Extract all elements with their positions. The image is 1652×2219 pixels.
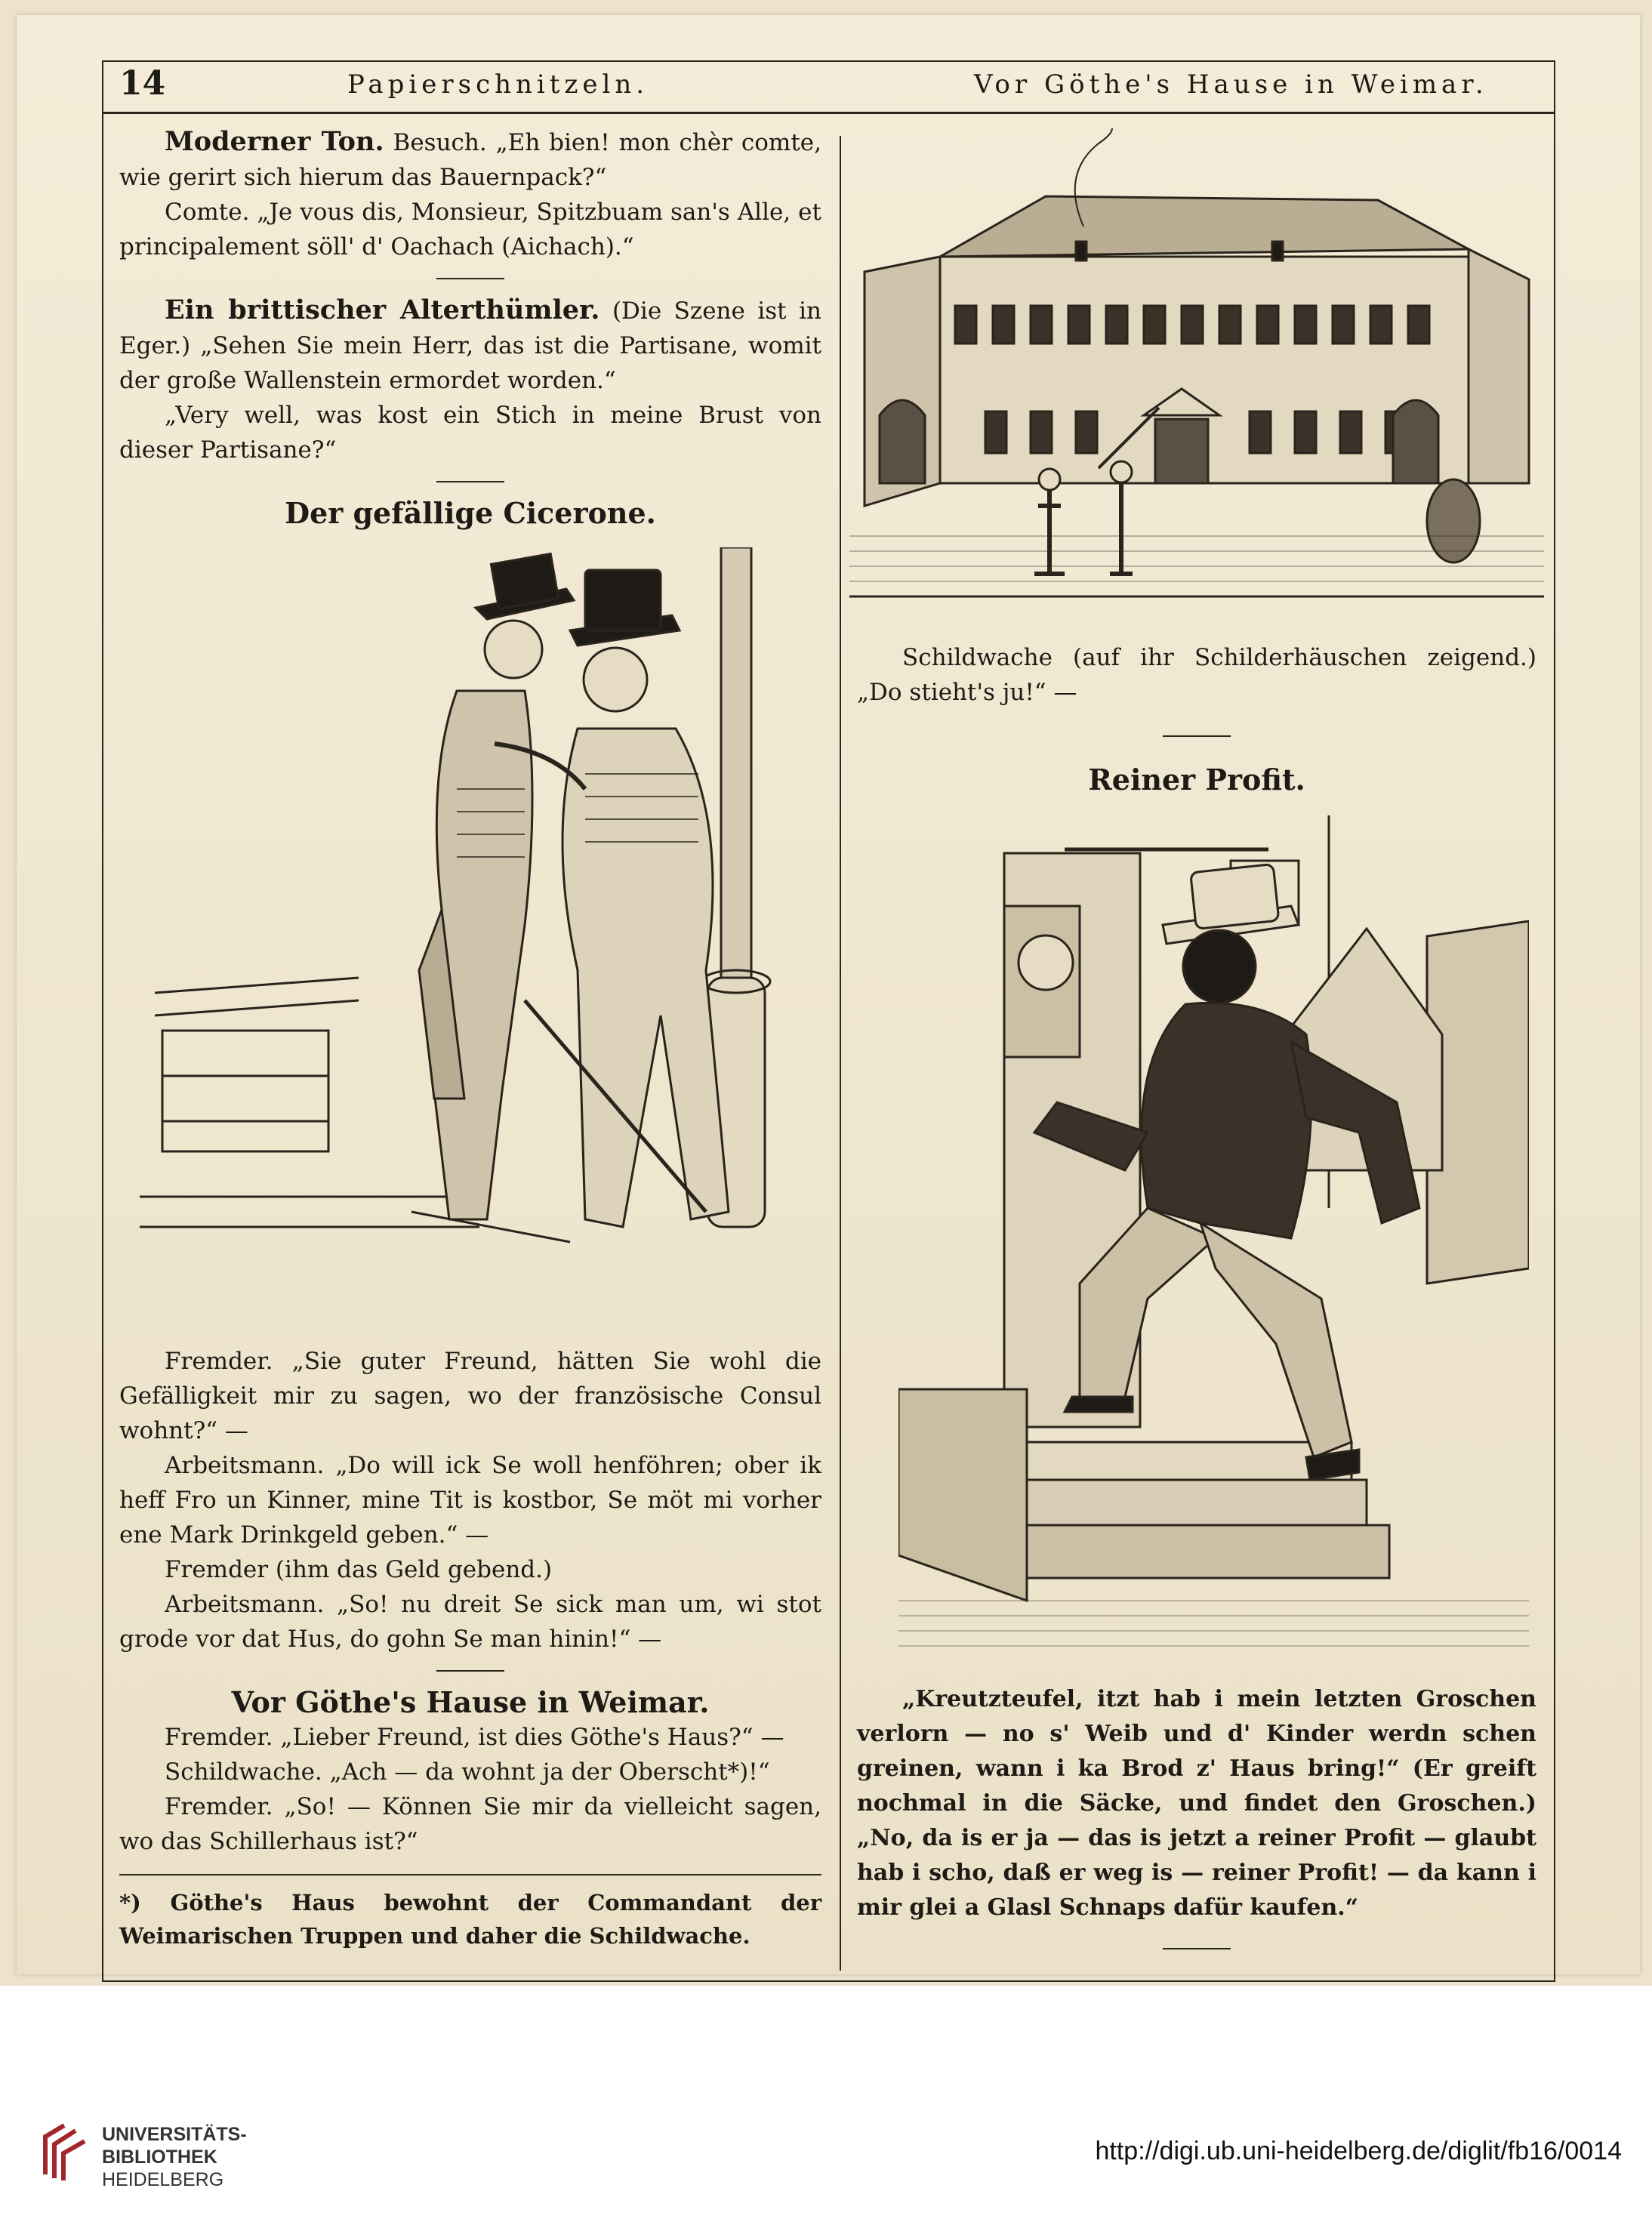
separator bbox=[436, 481, 504, 482]
separator bbox=[1163, 1948, 1231, 1949]
right-column-top bbox=[857, 640, 1536, 797]
header-rule bbox=[102, 112, 1555, 114]
viewer-footer bbox=[0, 1986, 1652, 2219]
section-title-moderner-ton: Moderner Ton. bbox=[165, 126, 384, 157]
section-title-cicerone: Der gefällige Cicerone. bbox=[285, 496, 656, 530]
illustration-cicerone bbox=[132, 547, 815, 1302]
paragraph: (Die Szene ist in Eger.) „Sehen Sie mein Herr, das ist die Partisane, womit der große Wallenstein ermordet worden.“ bbox=[119, 297, 822, 394]
logo-line: HEIDELBERG bbox=[102, 2169, 224, 2190]
university-logo-icon bbox=[38, 2122, 91, 2182]
separator bbox=[436, 1670, 504, 1672]
footnote-rule bbox=[119, 1874, 821, 1875]
logo-line: BIBLIOTHEK bbox=[102, 2147, 217, 2168]
university-logo-text bbox=[102, 2123, 247, 2191]
illustration-reiner-profit bbox=[898, 815, 1529, 1653]
paragraph: Besuch. „Eh bien! mon chèr comte, wie gerirt sich hierum das Bauernpack?“ bbox=[119, 129, 821, 191]
logo-line: UNIVERSITÄTS- bbox=[102, 2124, 247, 2145]
paragraph: Schildwache. „Ach — da wohnt ja der Oberscht*)!“ bbox=[165, 1758, 770, 1786]
engraving-two-men bbox=[132, 547, 815, 1302]
running-header-left: Papierschnitzeln. bbox=[347, 69, 649, 100]
paragraph: „Very well, was kost ein Stich in meine Brust von dieser Partisane?“ bbox=[119, 402, 821, 464]
separator bbox=[436, 278, 504, 279]
left-column-bottom bbox=[119, 1344, 821, 1952]
illustration-goethe-house bbox=[849, 128, 1544, 619]
paragraph: Arbeitsmann. „So! nu dreit Se sick man um, wi stot grode vor dat Hus, do gohn Se man hinin!“ — bbox=[119, 1591, 821, 1653]
page-number: 14 bbox=[119, 64, 166, 103]
illustration-caption: Schildwache (auf ihr Schilderhäuschen zeigend.) „Do stieht's ju!“ — bbox=[857, 644, 1536, 706]
engraving-goethe-house bbox=[849, 128, 1544, 619]
engraving-man-on-steps bbox=[898, 815, 1529, 1653]
paragraph: „Kreutzteufel, itzt hab i mein letzten Groschen verlorn — no s' Weib und d' Kinder werdn schen greinen, wann i ka Brod z' Haus bring!“ (Er greift nochmal in die Säcke, und findet den Groschen.) „No, da is er ja — das is jetzt a reiner Profit — glaubt hab i scho, daß er weg is — reiner Profit! — da kann i mir glei a Glasl Schnaps dafür kaufen.“ bbox=[857, 1686, 1536, 1921]
paragraph: Comte. „Je vous dis, Monsieur, Spitzbuam san's Alle, et principalement söll' d' Oachach (Aichach).“ bbox=[119, 199, 821, 260]
footnote: *) Göthe's Haus bewohnt der Commandant der Weimarischen Truppen und daher die Schildwache. bbox=[119, 1890, 821, 1949]
paragraph: Fremder. „So! — Können Sie mir da vielleicht sagen, wo das Schillerhaus ist?“ bbox=[119, 1793, 821, 1855]
section-title-reiner-profit: Reiner Profit. bbox=[1088, 763, 1305, 797]
section-title-goethe: Vor Göthe's Hause in Weimar. bbox=[231, 1685, 710, 1719]
paragraph: Arbeitsmann. „Do will ick Se woll henföhren; ober ik heff Fro un Kinner, mine Tit is kostbor, Se möt mi vorher ene Mark Drinkgeld geben.“ — bbox=[119, 1452, 821, 1549]
section-title-alterthuemler: Ein brittischer Alterthümler. bbox=[165, 294, 600, 325]
separator bbox=[1163, 735, 1231, 737]
left-column-top bbox=[119, 125, 821, 531]
paragraph: Fremder. „Sie guter Freund, hätten Sie wohl die Gefälligkeit mir zu sagen, wo der französische Consul wohnt?“ — bbox=[119, 1348, 821, 1444]
paragraph: Fremder (ihm das Geld gebend.) bbox=[165, 1556, 553, 1583]
permalink-url[interactable]: http://digi.ub.uni-heidelberg.de/diglit/fb16/0014 bbox=[1095, 2137, 1622, 2165]
paragraph: Fremder. „Lieber Freund, ist dies Göthe's Haus?“ — bbox=[165, 1724, 784, 1751]
column-divider bbox=[840, 136, 841, 1971]
right-column-bottom bbox=[857, 1682, 1536, 1972]
running-header-right: Vor Göthe's Hause in Weimar. bbox=[974, 69, 1488, 100]
